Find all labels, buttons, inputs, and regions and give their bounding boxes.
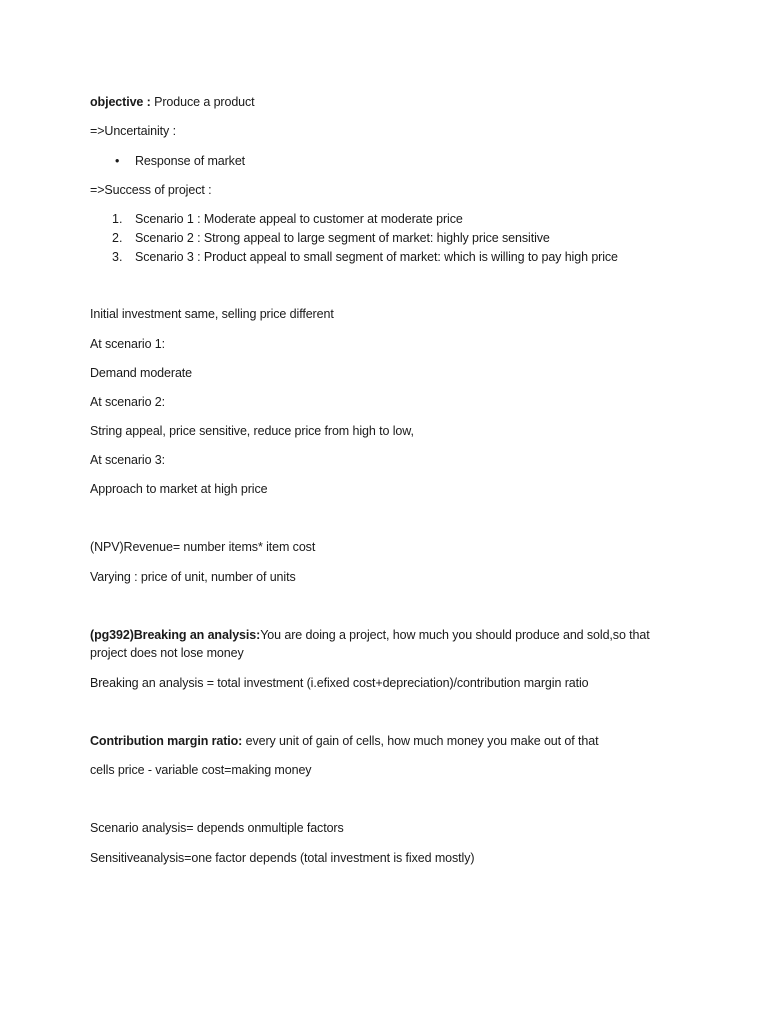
contribution-formula: cells price - variable cost=making money — [90, 763, 312, 777]
break-even-definition — [90, 626, 670, 662]
scenario-3-heading: At scenario 3: — [90, 453, 166, 467]
contribution-text: every unit of gain of cells, how much money you make out of that — [242, 734, 599, 748]
scenario-1-heading: At scenario 1: — [90, 337, 166, 351]
sensitive-analysis-note: Sensitiveanalysis=one factor depends (total investment is fixed mostly) — [90, 851, 475, 865]
npv-formula: (NPV)Revenue= number items* item cost — [90, 540, 316, 554]
uncertainty-bullet: Response of market — [135, 154, 246, 168]
objective-line — [90, 94, 730, 111]
scenario-item: Scenario 3 : Product appeal to small segment of market: which is willing to pay high price — [135, 250, 618, 264]
investment-note: Initial investment same, selling price different — [90, 307, 334, 321]
break-even-formula: Breaking an analysis = total investment (i.efixed cost+depreciation)/contribution margin ratio — [90, 676, 589, 690]
scenario-item: Scenario 2 : Strong appeal to large segment of market: highly price sensitive — [135, 231, 550, 245]
scenario-2-text: String appeal, price sensitive, reduce price from high to low, — [90, 424, 414, 438]
scenario-item: Scenario 1 : Moderate appeal to customer at moderate price — [135, 212, 463, 226]
break-even-label: (pg392)Breaking an analysis: — [90, 628, 261, 642]
objective-text: Produce a product — [150, 95, 255, 109]
break-even-text: You are doing a project, how much you should produce and sold,so that project does not lose money — [90, 628, 650, 660]
scenario-3-text: Approach to market at high price — [90, 482, 268, 496]
scenario-2-heading: At scenario 2: — [90, 395, 166, 409]
scenario-analysis-note: Scenario analysis= depends onmultiple factors — [90, 821, 344, 835]
list-marker: 1. — [112, 212, 123, 226]
list-marker: 3. — [112, 250, 123, 264]
success-heading: =>Success of project : — [90, 183, 212, 197]
contribution-label: Contribution margin ratio: — [90, 734, 243, 748]
npv-varying: Varying : price of unit, number of units — [90, 570, 296, 584]
uncertainty-heading: =>Uncertainity : — [90, 124, 176, 138]
scenario-1-text: Demand moderate — [90, 366, 193, 380]
objective-label: objective : — [90, 95, 151, 109]
bullet-icon: • — [115, 154, 120, 168]
list-marker: 2. — [112, 231, 123, 245]
contribution-definition — [90, 733, 730, 750]
